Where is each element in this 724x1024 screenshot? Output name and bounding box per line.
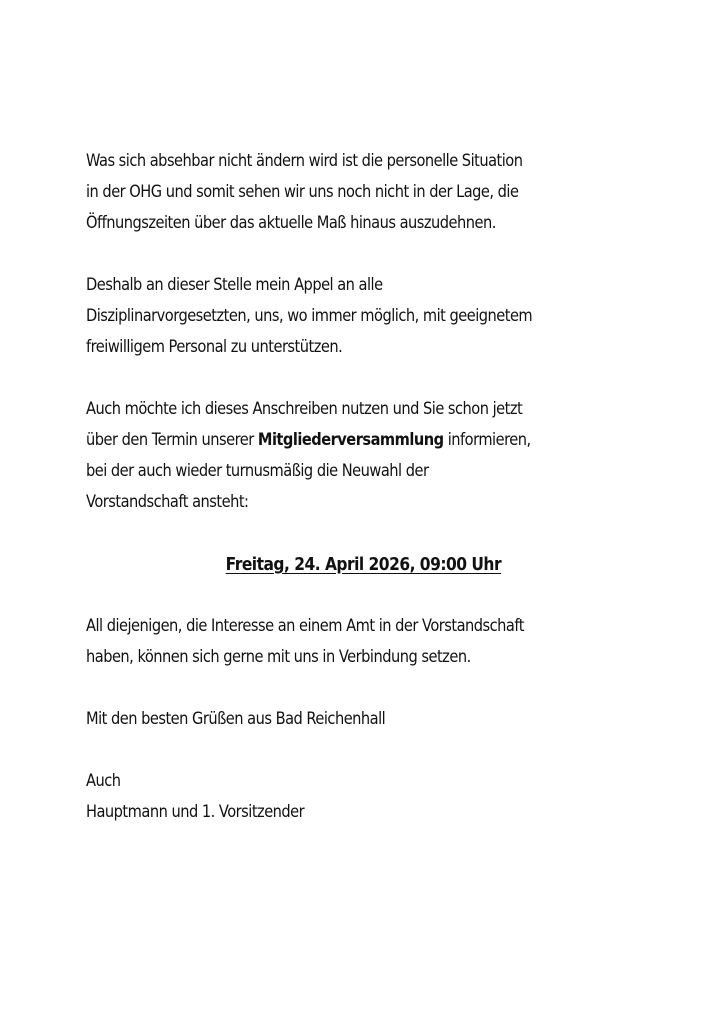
text-segment: informieren, [443,430,531,450]
text-line: Deshalb an dieser Stelle mein Appel an alle [86,275,383,295]
text-line: Auch möchte ich dieses Anschreiben nutzen und Sie schon jetzt [86,399,523,419]
paragraph-personnel [86,146,645,239]
text-line: haben, können sich gerne mit uns in Verbindung setzen. [86,647,471,667]
text-line: bei der auch wieder turnusmäßig die Neuwahl der [86,461,429,481]
text-line: All diejenigen, die Interesse an einem Amt in der Vorstandschaft [86,616,524,636]
signature-block [86,766,645,828]
text-line: in der OHG und somit sehen wir uns noch nicht in der Lage, die [86,182,519,202]
meeting-date: Freitag, 24. April 2026, 09:00 Uhr [225,554,502,575]
signature-title: Hauptmann und 1. Vorsitzender [86,802,305,822]
paragraph-meeting-announcement [86,394,645,518]
text-line: Vorstandschaft ansteht: [86,492,249,512]
meeting-name-emphasis: Mitgliederversammlung [257,430,444,450]
signature-name: Auch [86,771,121,791]
text-line [86,425,645,456]
closing-greeting [86,704,645,735]
text-line: Was sich absehbar nicht ändern wird ist die personelle Situation [86,151,523,171]
paragraph-appeal [86,270,645,363]
paragraph-invitation [86,611,645,673]
text-line: Mit den besten Grüßen aus Bad Reichenhall [86,709,386,729]
text-line: Öffnungszeiten über das aktuelle Maß hinaus auszudehnen. [86,213,496,233]
text-line: freiwilligem Personal zu unterstützen. [86,337,343,357]
text-segment: über den Termin unserer [86,430,258,450]
text-line: Disziplinarvorgesetzten, uns, wo immer möglich, mit geeignetem [86,306,533,326]
letter-body [86,146,645,828]
